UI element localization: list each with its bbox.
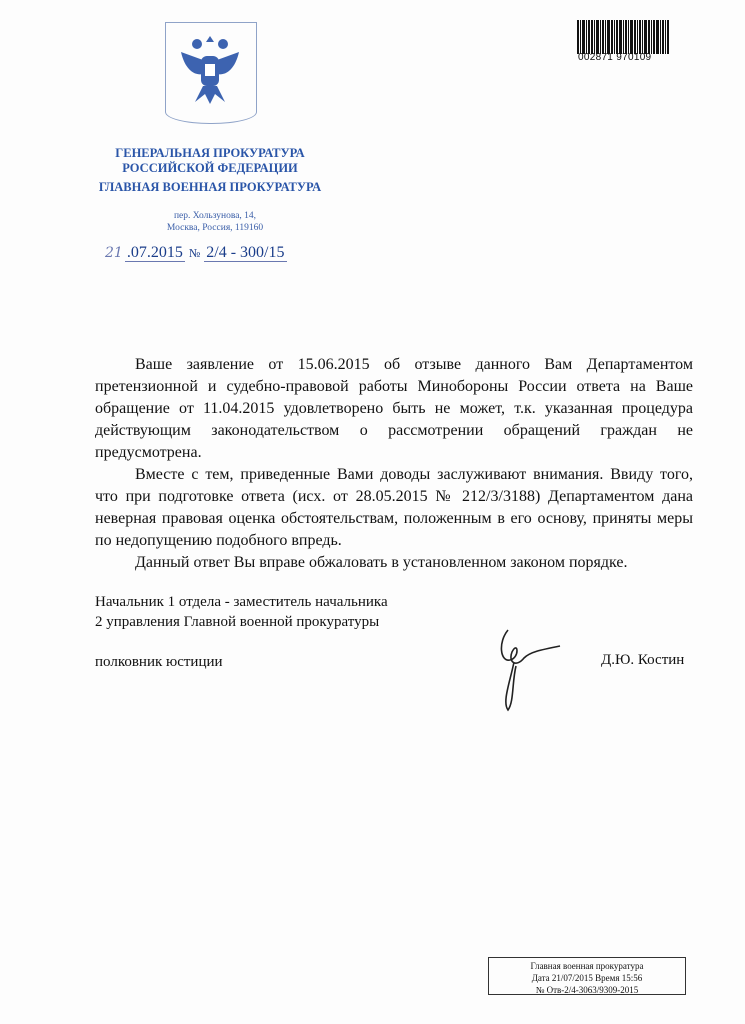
registration-line	[105, 244, 287, 262]
org-name-line3: ГЛАВНАЯ ВОЕННАЯ ПРОКУРАТУРА	[98, 180, 322, 194]
barcode-number: 002871 970109	[578, 52, 652, 63]
handwritten-day: 21	[105, 245, 123, 261]
org-name-line2: РОССИЙСКОЙ ФЕДЕРАЦИИ	[122, 161, 298, 175]
signatory-position-line1: Начальник 1 отдела - заместитель начальника	[95, 594, 388, 610]
signatory-position-line2: 2 управления Главной военной прокуратуры	[95, 614, 380, 630]
stamp-line2: Дата 21/07/2015 Время 15:56	[531, 973, 643, 983]
barcode	[577, 20, 677, 54]
paragraph: Данный ответ Вы вправе обжаловать в установленном законом порядке.	[135, 554, 628, 571]
letter-body	[95, 354, 693, 574]
paragraph: Вместе с тем, приведенные Вами доводы заслуживают внимания. Ввиду того, что при подготовке ответа (исх. от 28.05.2015 № 212/3/3188) Департаментом дана неверная правовая оценка обстоятельствам, положенным в его основу, приняты меры по недопущению подобного впредь.	[95, 466, 693, 549]
signatory-rank: полковник юстиции	[95, 654, 223, 670]
double-headed-eagle-emblem-icon	[175, 30, 245, 108]
registration-number: 2/4 - 300/15	[206, 244, 285, 261]
address-street: пер. Хользунова, 14,	[173, 211, 257, 221]
paragraph: Ваше заявление от 15.06.2015 об отзыве данного Вам Департаментом претензионной и судебно-правовой работы Минобороны России ответа на Ваше обращение от 11.04.2015 удовлетворено быть не может, т.к. указанная процедура действующим законодательством о рассмотрении обращений граждан не предусмотрена.	[95, 356, 693, 461]
registration-date: .07.2015	[126, 244, 183, 261]
stamp-line3: № Отв-2/4-3063/9309-2015	[535, 985, 639, 995]
handwritten-signature	[490, 622, 570, 714]
address	[110, 210, 320, 234]
registration-stamp	[488, 957, 686, 995]
org-name-line1: ГЕНЕРАЛЬНАЯ ПРОКУРАТУРА	[115, 146, 305, 160]
address-city: Москва, Россия, 119160	[166, 223, 264, 233]
number-sign: №	[188, 246, 201, 260]
stamp-line1: Главная военная прокуратура	[530, 961, 644, 971]
signatory-name: Д.Ю. Костин	[601, 652, 685, 668]
